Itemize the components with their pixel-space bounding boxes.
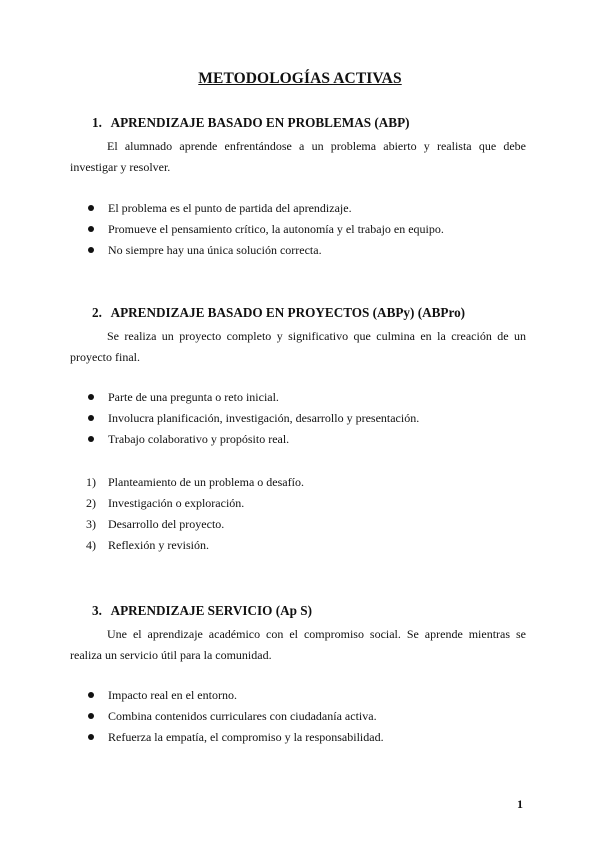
list-item: 3) Desarrollo del proyecto. [86,517,225,531]
page-title: METODOLOGÍAS ACTIVAS [198,70,402,87]
section-3-title: APRENDIZAJE SERVICIO (Ap S) [110,603,312,618]
list-item: 2) Investigación o exploración. [86,496,245,510]
bullet-icon [88,436,94,442]
list-item: Impacto real en el entorno. [86,685,384,706]
bullet-icon [88,394,94,400]
bullet-icon [88,734,94,740]
section-3-heading [92,603,312,619]
bullet-icon [88,415,94,421]
section-2-paragraph: Se realiza un proyecto completo y significativo que culmina en la creación de un proyecto final. [70,329,526,364]
list-item: 4) Reflexión y revisión. [86,538,209,552]
section-1-number: 1. [92,115,102,130]
section-1-bullets [86,198,444,261]
section-2-bullets [86,387,419,450]
bullet-icon [88,205,94,211]
bullet-icon [88,713,94,719]
list-item: Involucra planificación, investigación, desarrollo y presentación. [86,408,419,429]
section-2-title: APRENDIZAJE BASADO EN PROYECTOS (ABPy) (ABPro) [110,305,466,320]
section-1-title: APRENDIZAJE BASADO EN PROBLEMAS (ABP) [110,115,410,130]
section-2-number: 2. [92,305,102,320]
section-3-bullets [86,685,384,748]
list-item: 1) Planteamiento de un problema o desafío. [86,475,304,489]
bullet-icon [88,247,94,253]
section-1-heading [92,115,410,131]
bullet-icon [88,692,94,698]
list-item: Parte de una pregunta o reto inicial. [86,387,419,408]
list-item: Refuerza la empatía, el compromiso y la responsabilidad. [86,727,384,748]
section-3-number: 3. [92,603,102,618]
list-item: Combina contenidos curriculares con ciudadanía activa. [86,706,384,727]
page-number: 1 [517,797,523,811]
section-3-paragraph: Une el aprendizaje académico con el compromiso social. Se aprende mientras se realiza un servicio útil para la comunidad. [70,627,526,662]
list-item: Trabajo colaborativo y propósito real. [86,429,419,450]
section-2-steps [86,472,304,556]
list-item: El problema es el punto de partida del aprendizaje. [86,198,444,219]
list-item: No siempre hay una única solución correcta. [86,240,444,261]
list-item: Promueve el pensamiento crítico, la autonomía y el trabajo en equipo. [86,219,444,240]
section-1-paragraph: El alumnado aprende enfrentándose a un problema abierto y realista que debe investigar y resolver. [70,139,526,174]
bullet-icon [88,226,94,232]
section-2-heading [92,305,465,321]
